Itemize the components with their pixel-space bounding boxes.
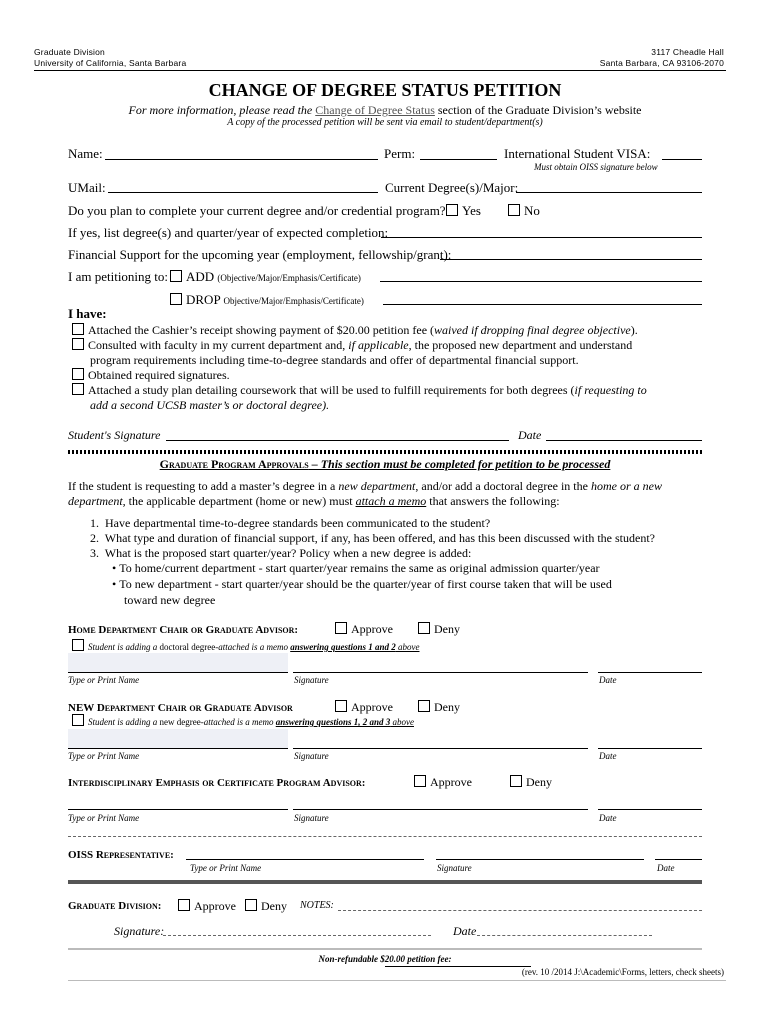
graddiv-deny-checkbox[interactable] xyxy=(245,899,257,911)
inter-name-line[interactable] xyxy=(68,809,288,810)
perm-field[interactable] xyxy=(420,159,497,160)
item1-italic: waived if dropping final degree objective xyxy=(434,323,631,337)
bullet-2-line2: toward new degree xyxy=(124,593,216,607)
home-deny[interactable] xyxy=(418,622,460,637)
inter-date-label: Date xyxy=(599,813,617,823)
oiss-signature-line[interactable] xyxy=(436,859,644,860)
inter-approve-checkbox[interactable] xyxy=(414,775,426,787)
new-note-post: above xyxy=(390,717,414,727)
new-deny-checkbox[interactable] xyxy=(418,700,430,712)
i-have-item3 xyxy=(72,368,230,383)
yes-checkbox[interactable] xyxy=(446,204,458,216)
item2-post: , the proposed new department and understand xyxy=(408,338,633,352)
home-dept-title: Home Department Chair or Graduate Advisor: xyxy=(68,624,299,636)
item3-checkbox[interactable] xyxy=(72,368,84,380)
header-right-line1: 3117 Cheadle Hall xyxy=(651,47,724,57)
i-have-item1 xyxy=(72,323,638,338)
inter-signature-label: Signature xyxy=(294,813,329,823)
graddiv-approve-checkbox[interactable] xyxy=(178,899,190,911)
new-note-pre: Student is adding a xyxy=(88,717,160,727)
revision-note: (rev. 10 /2014 J:\Academic\Forms, letters, check sheets) xyxy=(521,967,724,977)
subtitle-post: section of the Graduate Division’s website xyxy=(434,103,642,117)
item2-line2: program requirements including time-to-degree standards and offer of departmental financial support. xyxy=(90,353,579,367)
new-date-label: Date xyxy=(599,751,617,761)
home-signature-label: Signature xyxy=(294,675,329,685)
drop-detail: Objective/Major/Emphasis/Certificate) xyxy=(223,296,364,306)
new-deny[interactable] xyxy=(418,700,460,715)
current-degree-field[interactable] xyxy=(516,192,702,193)
home-approve-checkbox[interactable] xyxy=(335,622,347,634)
home-deny-label: Deny xyxy=(434,622,460,636)
new-signature-label: Signature xyxy=(294,751,329,761)
q1-text: Have departmental time-to-degree standards been communicated to the student? xyxy=(105,516,491,530)
drop-field[interactable] xyxy=(383,304,702,305)
home-note xyxy=(72,639,419,652)
home-signature-line[interactable] xyxy=(293,672,588,673)
thick-divider xyxy=(68,880,702,884)
drop-option[interactable] xyxy=(170,292,364,308)
new-note xyxy=(72,714,414,727)
bottom-rule xyxy=(68,980,726,981)
item4-checkbox[interactable] xyxy=(72,383,84,395)
i-have-heading: I have: xyxy=(68,306,107,321)
section-divider xyxy=(68,450,702,454)
student-date-field[interactable] xyxy=(546,440,702,441)
home-approve-label: Approve xyxy=(351,622,393,636)
plan-no[interactable] xyxy=(508,203,540,219)
home-name-line xyxy=(68,672,288,673)
q3-text: What is the proposed start quarter/year? Policy when a new degree is added: xyxy=(104,546,472,560)
graddiv-deny[interactable] xyxy=(245,899,287,914)
perm-label: Perm: xyxy=(384,146,416,161)
home-note-bold: answering questions 1 and 2 xyxy=(290,642,396,652)
graddiv-signature-field[interactable] xyxy=(163,935,431,936)
inter-approve-label: Approve xyxy=(430,775,472,789)
dashed-divider xyxy=(68,836,702,837)
graddiv-date-label: Date xyxy=(453,924,477,938)
intro-line2-post: that answers the following: xyxy=(426,494,560,508)
inter-deny[interactable] xyxy=(510,775,552,790)
graddiv-notes-field[interactable] xyxy=(338,910,702,911)
name-label: Name: xyxy=(68,146,103,161)
new-deny-label: Deny xyxy=(434,700,460,714)
graddiv-notes-label: NOTES: xyxy=(300,900,334,911)
subtitle-pre: For more information, please read the xyxy=(128,103,316,117)
item1-pre: Attached the Cashier’s receipt showing payment of $20.00 petition fee ( xyxy=(88,323,435,337)
fee-note: Non-refundable $20.00 petition fee: xyxy=(318,954,452,964)
bullet-2: • To new department - start quarter/year should be the quarter/year of first course taken that will be used xyxy=(112,577,612,591)
oiss-date-line[interactable] xyxy=(655,859,702,860)
question-1: 1. Have departmental time-to-degree standards been communicated to the student? xyxy=(90,516,491,530)
student-signature-label: Student's Signature xyxy=(68,428,161,442)
home-note-pre: Student is adding a xyxy=(88,642,160,652)
footer-rule xyxy=(68,948,702,950)
item4-italic: if requesting to xyxy=(574,383,647,397)
new-approve-checkbox[interactable] xyxy=(335,700,347,712)
intro-pre: If the student is requesting to add a master’s degree in a xyxy=(68,479,339,493)
new-name-line xyxy=(68,748,288,749)
add-detail: (Objective/Major/Emphasis/Certificate) xyxy=(217,273,361,283)
list-degrees-label: If yes, list degree(s) and quarter/year of expected completion: xyxy=(68,225,389,240)
add-option[interactable] xyxy=(170,269,361,285)
new-approve-label: Approve xyxy=(351,700,393,714)
item2-italic: if applicable xyxy=(348,338,409,352)
inter-date-line[interactable] xyxy=(598,809,702,810)
item4-pre: Attached a study plan detailing coursework that will be used to fulfill requirements for both degrees ( xyxy=(88,383,575,397)
item1-post: ). xyxy=(630,323,638,337)
intro-line2-italic: department, xyxy=(68,494,126,508)
header-right-line2: Santa Barbara, CA 93106-2070 xyxy=(599,58,724,68)
new-name-label: Type or Print Name xyxy=(68,751,140,761)
graddiv-approve-label: Approve xyxy=(194,899,236,913)
visa-field[interactable] xyxy=(662,159,702,160)
item1-checkbox[interactable] xyxy=(72,323,84,335)
plan-question: Do you plan to complete your current degree and/or credential program? xyxy=(68,203,446,218)
current-degree-label: Current Degree(s)/Major: xyxy=(385,180,519,195)
inter-deny-checkbox[interactable] xyxy=(510,775,522,787)
oiss-signature-label: Signature xyxy=(437,863,472,873)
new-date-line[interactable] xyxy=(598,748,702,749)
home-deny-checkbox[interactable] xyxy=(418,622,430,634)
header-left-line1: Graduate Division xyxy=(34,47,105,57)
approvals-heading xyxy=(0,457,770,472)
oiss-name-label: Type or Print Name xyxy=(190,863,262,873)
b1-text: To home/current department - start quarter/year remains the same as original admission quarter/year xyxy=(119,561,600,575)
item3-text: Obtained required signatures. xyxy=(88,368,230,382)
intro-line2-mid: the applicable department (home or new) must xyxy=(125,494,356,508)
graddiv-approve[interactable] xyxy=(178,899,236,914)
umail-field[interactable] xyxy=(108,192,378,193)
drop-label: DROP xyxy=(186,292,221,307)
inter-name-label: Type or Print Name xyxy=(68,813,140,823)
intro-italic1: new department xyxy=(338,479,416,493)
subtitle-note: A copy of the processed petition will be sent via email to student/department(s) xyxy=(227,117,543,128)
q2-text: What type and duration of financial support, if any, has been offered, and has this been discussed with the student? xyxy=(104,531,655,545)
approvals-title: Graduate Program Approvals xyxy=(159,457,309,471)
degree-status-link[interactable]: Change of Degree Status xyxy=(315,103,435,117)
student-signature-field[interactable] xyxy=(166,440,509,441)
new-note-bold: answering questions 1, 2 and 3 xyxy=(275,717,391,727)
home-name-label: Type or Print Name xyxy=(68,675,140,685)
graddiv-deny-label: Deny xyxy=(261,899,287,913)
header-rule xyxy=(34,70,726,71)
drop-checkbox[interactable] xyxy=(170,293,182,305)
home-note-mid: -attached is a memo xyxy=(215,642,291,652)
interdisciplinary-title: Interdisciplinary Emphasis or Certificate Program Advisor: xyxy=(68,777,366,789)
financial-label: Financial Support for the upcoming year (employment, fellowship/grant): xyxy=(68,247,452,262)
add-field[interactable] xyxy=(380,281,702,282)
new-note-checkbox[interactable] xyxy=(72,714,84,726)
financial-field[interactable] xyxy=(440,259,702,260)
add-label: ADD xyxy=(186,269,215,284)
question-2: 2. What type and duration of financial support, if any, has been offered, and has this been discussed with the student? xyxy=(90,531,655,545)
item2-checkbox[interactable] xyxy=(72,338,84,350)
plan-yes[interactable] xyxy=(446,203,481,219)
home-approve[interactable] xyxy=(335,622,393,637)
home-name-shade[interactable] xyxy=(68,653,288,673)
header-left-line2: University of California, Santa Barbara xyxy=(34,58,187,68)
intro-mid: , and/or add a doctoral degree in the xyxy=(415,479,591,493)
yes-label: Yes xyxy=(462,203,481,218)
item4-line2: add a second UCSB master’s or doctoral degree). xyxy=(90,398,330,412)
approvals-subtitle: – This section must be completed for petition to be processed xyxy=(308,457,611,471)
no-label: No xyxy=(524,203,540,218)
graddiv-signature-label: Signature: xyxy=(114,924,165,938)
student-date-label: Date xyxy=(518,428,542,442)
home-note-plain: doctoral degree xyxy=(159,642,216,652)
oiss-title: OISS Representative: xyxy=(68,849,174,861)
approvals-intro xyxy=(68,479,662,494)
attach-memo-text: attach a memo xyxy=(355,494,427,508)
bullet-1: • To home/current department - start quarter/year remains the same as original admission quarter/year xyxy=(112,561,600,575)
new-note-plain: new degree xyxy=(159,717,201,727)
oiss-name-line[interactable] xyxy=(186,859,424,860)
oiss-date-label: Date xyxy=(657,863,675,873)
new-approve[interactable] xyxy=(335,700,393,715)
home-note-checkbox[interactable] xyxy=(72,639,84,651)
visa-label: International Student VISA: xyxy=(504,146,651,161)
inter-approve[interactable] xyxy=(414,775,472,790)
home-date-label: Date xyxy=(599,675,617,685)
home-note-post: above xyxy=(395,642,420,652)
name-field[interactable] xyxy=(105,159,378,160)
b2-text: To new department - start quarter/year should be the quarter/year of first course taken that will be used xyxy=(119,577,612,591)
home-date-line[interactable] xyxy=(598,672,702,673)
umail-label: UMail: xyxy=(68,180,106,195)
question-3: 3. What is the proposed start quarter/year? Policy when a new degree is added: xyxy=(90,546,472,560)
graddiv-date-field[interactable] xyxy=(477,935,652,936)
subtitle xyxy=(0,103,770,118)
new-dept-title: NEW Department Chair or Graduate Advisor xyxy=(68,702,293,714)
item2-pre: Consulted with faculty in my current department and, xyxy=(88,338,349,352)
i-have-item2 xyxy=(72,338,632,353)
approvals-intro-line2 xyxy=(68,494,560,509)
add-checkbox[interactable] xyxy=(170,270,182,282)
inter-deny-label: Deny xyxy=(526,775,552,789)
list-degrees-field[interactable] xyxy=(381,237,702,238)
fee-underline xyxy=(385,966,531,967)
page-title: CHANGE OF DEGREE STATUS PETITION xyxy=(208,80,562,100)
new-signature-line[interactable] xyxy=(293,748,588,749)
no-checkbox[interactable] xyxy=(508,204,520,216)
i-have-item4 xyxy=(72,383,647,398)
petitioning-label: I am petitioning to: xyxy=(68,269,169,284)
new-name-shade[interactable] xyxy=(68,729,288,749)
graddiv-title: Graduate Division: xyxy=(68,900,162,912)
visa-note: Must obtain OISS signature below xyxy=(534,162,658,172)
intro-italic2: home or a new xyxy=(590,479,662,493)
new-note-mid: -attached is a memo xyxy=(200,717,276,727)
inter-signature-line[interactable] xyxy=(293,809,588,810)
